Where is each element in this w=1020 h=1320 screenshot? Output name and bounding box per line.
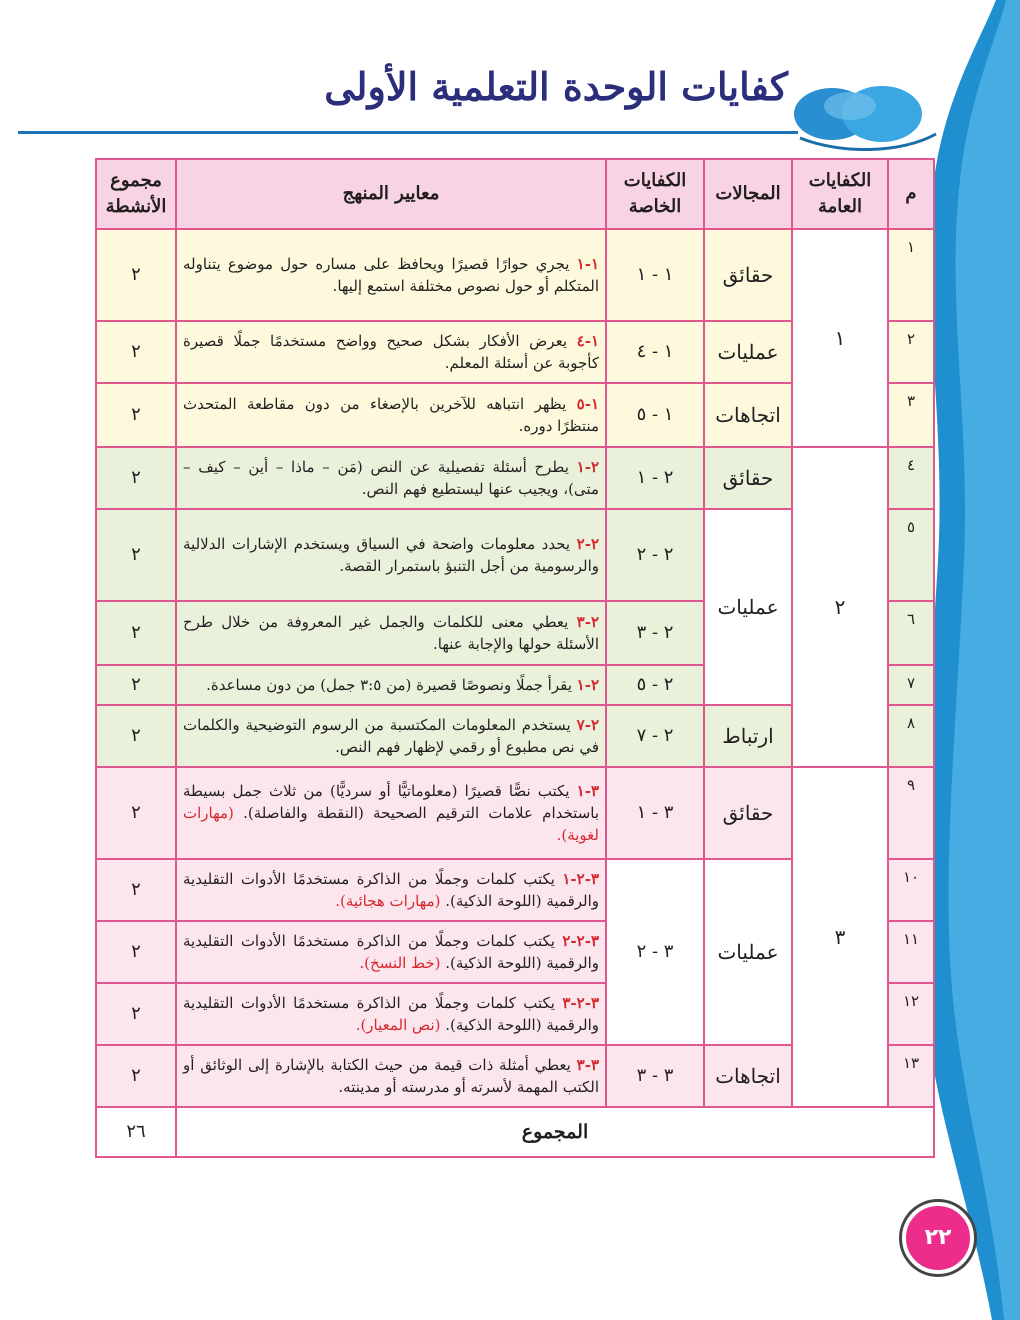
sum-label: المجموع bbox=[176, 1107, 934, 1157]
standard-code: ٢-٣ bbox=[576, 613, 599, 631]
row-num: ٣ bbox=[888, 383, 934, 447]
domain-cell: حقائق bbox=[704, 447, 792, 509]
standard-text: يعرض الأفكار بشكل صحيح وواضح مستخدمًا جملًا قصيرة كأجوبة عن أسئلة المعلم. bbox=[183, 332, 599, 372]
activities-total: ٢ bbox=[96, 921, 176, 983]
header-total: مجموع الأنشطة bbox=[96, 159, 176, 229]
activities-total: ٢ bbox=[96, 383, 176, 447]
table-row bbox=[96, 229, 934, 321]
domain-cell: اتجاهات bbox=[704, 383, 792, 447]
header-domains: المجالات bbox=[704, 159, 792, 229]
leaf-ornament-icon bbox=[790, 76, 940, 156]
row-num: ٥ bbox=[888, 509, 934, 601]
standard-text: يظهر انتباهه للآخرين بالإصغاء من دون مقاطعة المتحدث منتظرًا دوره. bbox=[183, 395, 599, 435]
standard-code: ٢-٢ bbox=[576, 535, 599, 553]
standard-cell bbox=[176, 983, 606, 1045]
specific-competency: ٣ - ٣ bbox=[606, 1045, 704, 1107]
standard-text: يحدد معلومات واضحة في السياق ويستخدم الإشارات الدلالية والرسومية من أجل التنبؤ باستمرار القصة. bbox=[183, 535, 599, 575]
activities-total: ٢ bbox=[96, 601, 176, 665]
specific-competency: ٢ - ٢ bbox=[606, 509, 704, 601]
standard-cell bbox=[176, 859, 606, 921]
specific-competency: ٢ - ٣ bbox=[606, 601, 704, 665]
specific-competency: ٣ - ٢ bbox=[606, 859, 704, 1045]
standard-text: يستخدم المعلومات المكتسبة من الرسوم التوضيحية والكلمات في نص مطبوع أو رقمي لإظهار فهم النص. bbox=[183, 716, 599, 756]
activities-total: ٢ bbox=[96, 705, 176, 767]
standard-code: ٢-١ bbox=[576, 458, 599, 476]
title-underline bbox=[18, 131, 798, 134]
header-num: م bbox=[888, 159, 934, 229]
standard-cell bbox=[176, 921, 606, 983]
activities-total: ٢ bbox=[96, 447, 176, 509]
activities-total: ٢ bbox=[96, 229, 176, 321]
standard-cell bbox=[176, 1045, 606, 1107]
row-num: ١١ bbox=[888, 921, 934, 983]
standard-cell bbox=[176, 383, 606, 447]
row-num: ١ bbox=[888, 229, 934, 321]
domain-cell: اتجاهات bbox=[704, 1045, 792, 1107]
specific-competency: ١ - ٥ bbox=[606, 383, 704, 447]
standard-text: يجري حوارًا قصيرًا ويحافظ على مساره حول موضوع يتناوله المتكلم أو حول نصوص مختلفة استمع إليها. bbox=[183, 255, 599, 295]
standard-note: (خط النسخ). bbox=[359, 954, 446, 972]
standard-note: (مهارات هجائية). bbox=[335, 892, 446, 910]
header-general: الكفايات العامة bbox=[792, 159, 888, 229]
standard-cell bbox=[176, 665, 606, 705]
specific-competency: ١ - ١ bbox=[606, 229, 704, 321]
standard-code: ٣-٢-٣ bbox=[562, 994, 599, 1012]
standard-code: ٢-٧ bbox=[576, 716, 599, 734]
specific-competency: ٢ - ٧ bbox=[606, 705, 704, 767]
standard-code: ٣-٢-٢ bbox=[562, 932, 599, 950]
standard-note: (نص المعيار). bbox=[355, 1016, 446, 1034]
standard-text: يطرح أسئلة تفصيلية عن النص (مَن – ماذا – أين – كيف – متى)، ويجيب عنها ليستطيع فهم النص. bbox=[183, 458, 599, 498]
standard-code: ١-٤ bbox=[576, 332, 599, 350]
standard-text: يعطي معنى للكلمات والجمل غير المعروفة من خلال طرح الأسئلة حولها والإجابة عنها. bbox=[183, 613, 599, 653]
specific-competency: ٢ - ٥ bbox=[606, 665, 704, 705]
activities-total: ٢ bbox=[96, 859, 176, 921]
row-num: ٦ bbox=[888, 601, 934, 665]
table-row bbox=[96, 447, 934, 509]
standard-cell bbox=[176, 601, 606, 665]
table-header-row bbox=[96, 159, 934, 229]
standard-text: يكتب كلمات وجملًا من الذاكرة مستخدمًا الأدوات التقليدية والرقمية (اللوحة الذكية). bbox=[183, 870, 599, 910]
standard-cell bbox=[176, 229, 606, 321]
row-num: ٢ bbox=[888, 321, 934, 383]
domain-cell: عمليات bbox=[704, 321, 792, 383]
standard-text: يكتب كلمات وجملًا من الذاكرة مستخدمًا الأدوات التقليدية والرقمية (اللوحة الذكية). bbox=[183, 932, 599, 972]
standard-code: ١-١ bbox=[576, 255, 599, 273]
standard-note: (مهارات لغوية). bbox=[183, 804, 599, 844]
domain-cell: عمليات bbox=[704, 859, 792, 1045]
standard-text: يكتب كلمات وجملًا من الذاكرة مستخدمًا الأدوات التقليدية والرقمية (اللوحة الذكية). bbox=[183, 994, 599, 1034]
row-num: ٩ bbox=[888, 767, 934, 859]
specific-competency: ١ - ٤ bbox=[606, 321, 704, 383]
row-num: ٧ bbox=[888, 665, 934, 705]
standard-cell bbox=[176, 705, 606, 767]
standard-cell bbox=[176, 321, 606, 383]
domain-cell: ارتباط bbox=[704, 705, 792, 767]
row-num: ١٢ bbox=[888, 983, 934, 1045]
domain-cell: حقائق bbox=[704, 767, 792, 859]
row-num: ١٣ bbox=[888, 1045, 934, 1107]
standard-cell bbox=[176, 509, 606, 601]
competencies-table bbox=[95, 158, 935, 1158]
page-title: كفايات الوحدة التعلمية الأولى bbox=[324, 64, 788, 109]
standard-code: ٢-١ bbox=[576, 676, 599, 694]
general-competency: ١ bbox=[792, 229, 888, 447]
specific-competency: ٢ - ١ bbox=[606, 447, 704, 509]
standard-text: يكتب نصًّا قصيرًا (معلوماتيًّا أو سرديًّا) من ثلاث جمل بسيطة باستخدام علامات الترقيم الصحيحة (النقطة والفاصلة). bbox=[183, 782, 600, 822]
specific-competency: ٣ - ١ bbox=[606, 767, 704, 859]
row-num: ٤ bbox=[888, 447, 934, 509]
activities-total: ٢ bbox=[96, 1045, 176, 1107]
sum-value: ٢٦ bbox=[96, 1107, 176, 1157]
standard-code: ٣-٣ bbox=[576, 1056, 599, 1074]
page-number-badge: ٢٢ bbox=[902, 1202, 974, 1274]
activities-total: ٢ bbox=[96, 665, 176, 705]
row-num: ١٠ bbox=[888, 859, 934, 921]
activities-total: ٢ bbox=[96, 767, 176, 859]
header-standards: معايير المنهج bbox=[176, 159, 606, 229]
standard-text: يقرأ جملًا ونصوصًا قصيرة (من ٣:٥ جمل) من دون مساعدة. bbox=[206, 676, 577, 694]
activities-total: ٢ bbox=[96, 509, 176, 601]
standard-code: ٣-٢-١ bbox=[562, 870, 599, 888]
standard-cell bbox=[176, 767, 606, 859]
activities-total: ٢ bbox=[96, 321, 176, 383]
table-row bbox=[96, 767, 934, 859]
activities-total: ٢ bbox=[96, 983, 176, 1045]
row-num: ٨ bbox=[888, 705, 934, 767]
header-specific: الكفايات الخاصة bbox=[606, 159, 704, 229]
domain-cell: حقائق bbox=[704, 229, 792, 321]
standard-code: ١-٥ bbox=[576, 395, 599, 413]
sum-row bbox=[96, 1107, 934, 1157]
domain-cell: عمليات bbox=[704, 509, 792, 705]
standard-text: يعطي أمثلة ذات قيمة من حيث الكتابة بالإشارة إلى الوثائق أو الكتب المهمة لأسرته أو مدرسته أو مدينته. bbox=[183, 1056, 599, 1096]
general-competency: ٢ bbox=[792, 447, 888, 767]
standard-cell bbox=[176, 447, 606, 509]
general-competency: ٣ bbox=[792, 767, 888, 1107]
standard-code: ٣-١ bbox=[576, 782, 599, 800]
